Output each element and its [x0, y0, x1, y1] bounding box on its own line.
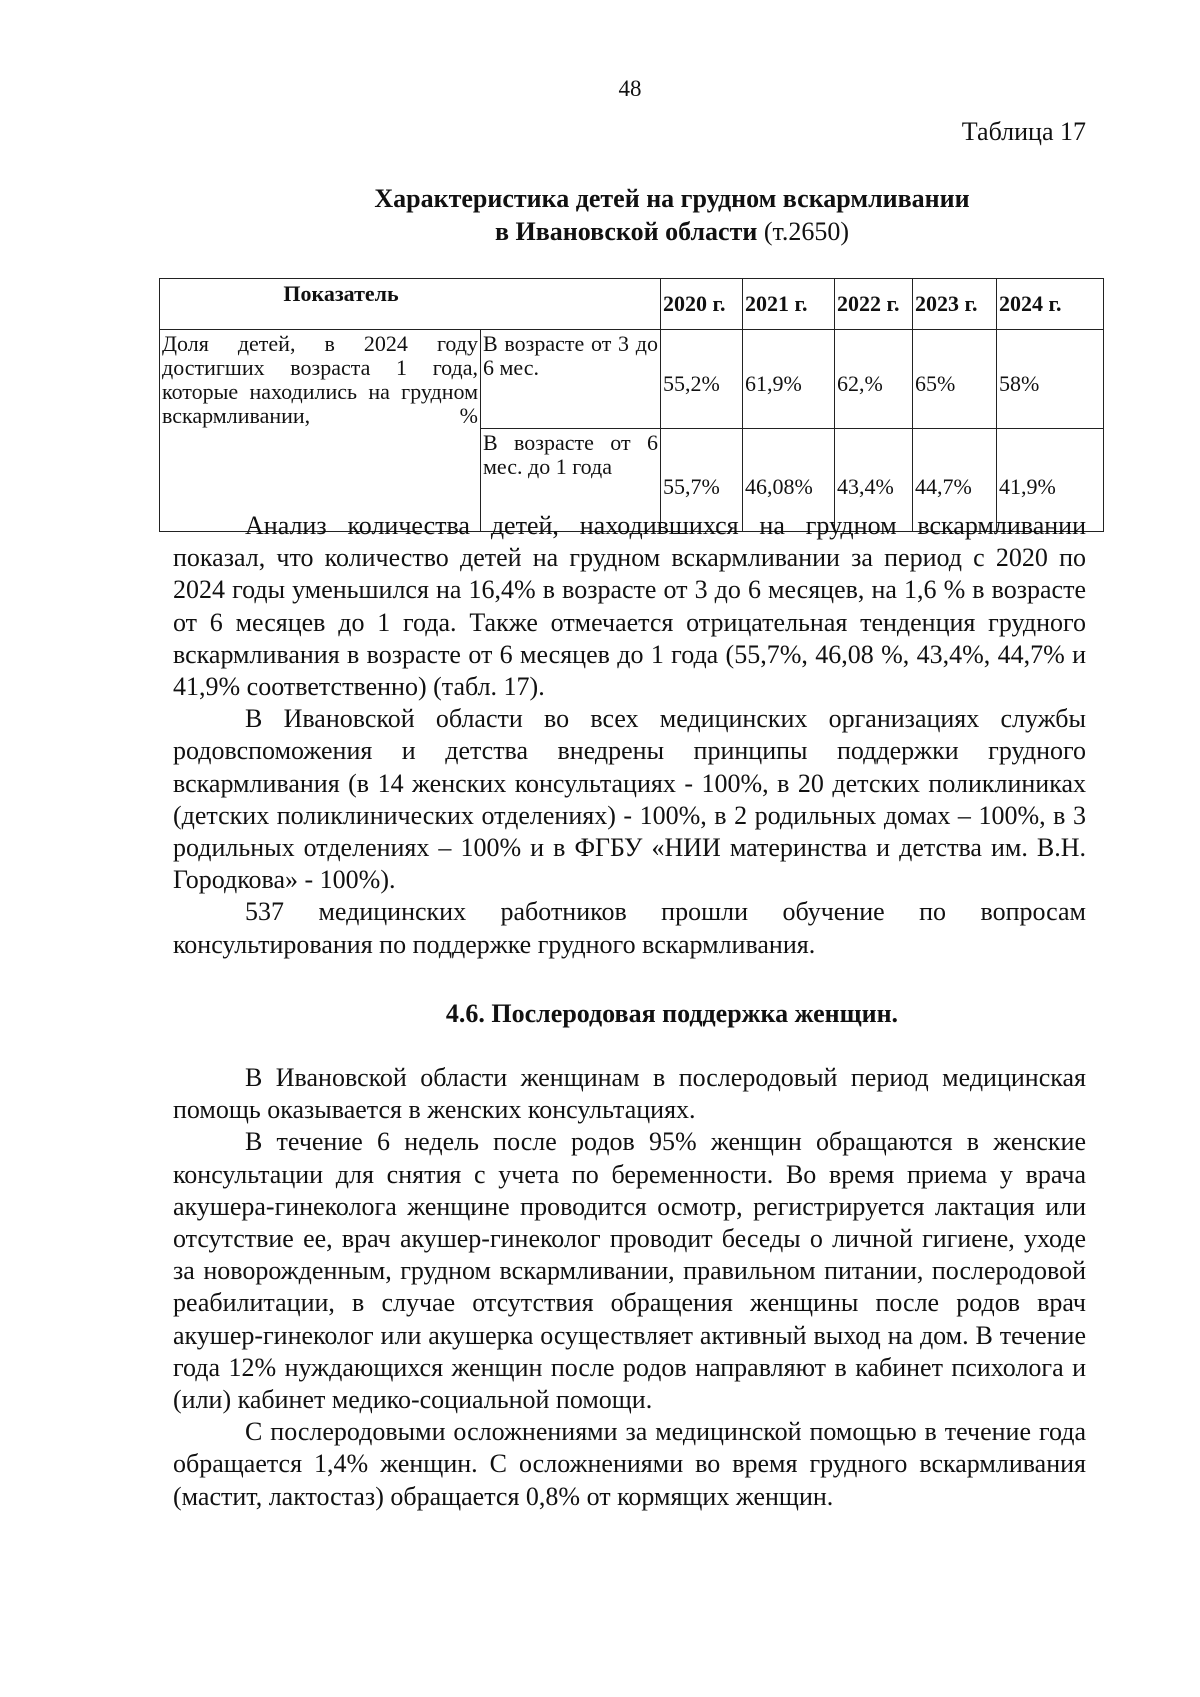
header-year: 2021 г.: [743, 279, 835, 330]
postpartum-text: [173, 1062, 1086, 1513]
analysis-text: [173, 510, 1086, 961]
table-header-row: [160, 279, 1104, 330]
value-cell: 61,9%: [743, 330, 835, 429]
header-year: 2023 г.: [913, 279, 997, 330]
indicator-cell: Доля детей, в 2024 году достигших возраста 1 года, которые находились на грудном вскармливании, %: [160, 330, 481, 532]
breastfeeding-table: [159, 278, 1104, 532]
age-group-cell: В возрасте от 6 мес. до 1 года: [481, 429, 661, 532]
value-cell: 46,08%: [743, 429, 835, 532]
value-cell: 55,2%: [661, 330, 743, 429]
page-number: 48: [618, 76, 642, 101]
title-line-2-bold: в Ивановской области: [494, 217, 758, 246]
paragraph: С послеродовыми осложнениями за медицинской помощью в течение года обращается 1,4% женщин. С осложнениями во время грудного вскармливания (мастит, лактостаз) обращается 0,8% от кормящих женщин.: [173, 1417, 1086, 1511]
value-cell: 44,7%: [913, 429, 997, 532]
table-row: [160, 330, 1104, 429]
header-year: 2024 г.: [997, 279, 1104, 330]
paragraph: 537 медицинских работников прошли обучение по вопросам консультирования по поддержке грудного вскармливания.: [173, 897, 1086, 959]
value-cell: 65%: [913, 330, 997, 429]
title-line-2-normal: (т.2650): [757, 217, 850, 246]
value-cell: 62,%: [835, 330, 913, 429]
paragraph: В Ивановской области женщинам в послеродовый период медицинская помощь оказывается в женских консультациях.: [173, 1063, 1086, 1125]
value-cell: 43,4%: [835, 429, 913, 532]
header-year: 2022 г.: [835, 279, 913, 330]
paragraph: В Ивановской области во всех медицинских организациях службы родовспоможения и детства внедрены принципы поддержки грудного вскармливания (в 14 женских консультациях - 100%, в 20 детских поликлиниках (детских поликлинических отделениях) - 100%, в 2 родильных домах – 100%, в 3 родильных отделениях – 100% и в ФГБУ «НИИ материнства и детства им. В.Н. Городкова» - 100%).: [173, 704, 1086, 895]
title-line-1: Характеристика детей на грудном вскармливании: [374, 184, 970, 213]
value-cell: 41,9%: [997, 429, 1104, 532]
value-cell: 58%: [997, 330, 1104, 429]
header-year: 2020 г.: [661, 279, 743, 330]
section-heading: 4.6. Послеродовая поддержка женщин.: [445, 999, 899, 1028]
title-line-2: [172, 215, 1172, 248]
paragraph: Анализ количества детей, находившихся на грудном вскармливании показал, что количество детей на грудном вскармливании за период с 2020 по 2024 годы уменьшился на 16,4% в возрасте от 3 до 6 месяцев, на 1,6 % в возрасте от 6 месяцев до 1 года. Также отмечается отрицательная тенденция грудного вскармливания в возрасте от 6 месяцев до 1 года (55,7%, 46,08 %, 43,4%, 44,7% и 41,9% соответственно) (табл. 17).: [173, 511, 1086, 702]
paragraph: В течение 6 недель после родов 95% женщин обращаются в женские консультации для снятия с учета по беременности. Во время приема у врача акушера-гинеколога женщине проводится осмотр, регистрируется лактация или отсутствие ее, врач акушер-гинеколог проводит беседы о личной гигиене, уходе за новорожденным, грудном вскармливании, правильном питании, послеродовой реабилитации, в случае отсутствия обращения женщины после родов врач акушер-гинеколог или акушерка осуществляет активный выход на дом. В течение года 12% нуждающихся женщин после родов направляют в кабинет психолога и (или) кабинет медико-социальной помощи.: [173, 1127, 1086, 1415]
header-indicator: Показатель: [160, 279, 661, 330]
value-cell: 55,7%: [661, 429, 743, 532]
document-title: [172, 182, 1172, 248]
age-group-cell: В возрасте от 3 до 6 мес.: [481, 330, 661, 429]
table-caption: Таблица 17: [961, 117, 1086, 146]
